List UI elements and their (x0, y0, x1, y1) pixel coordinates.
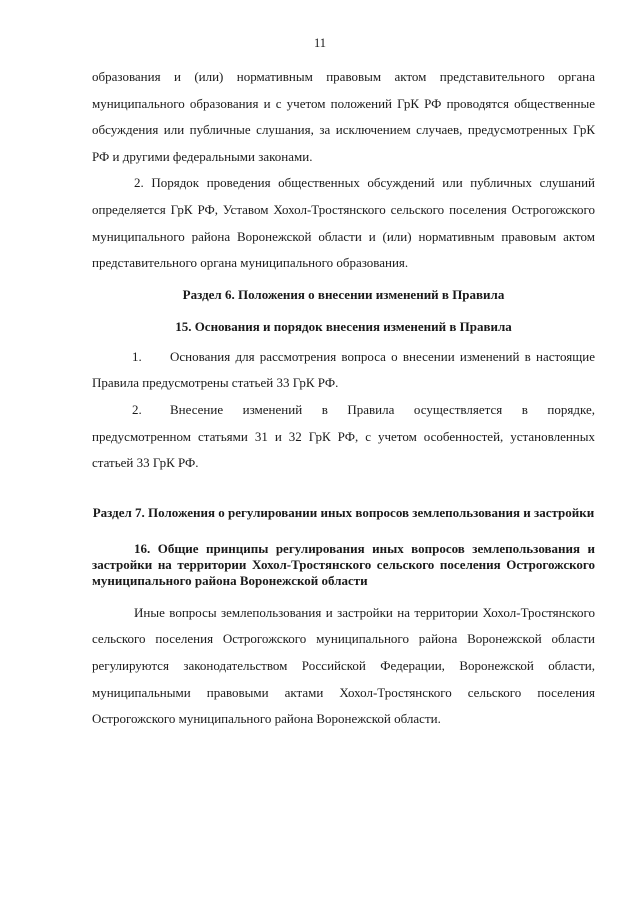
paragraph-continuation: образования и (или) нормативным правовым актом представительного органа муниципального образования и с учетом положений ГрК РФ проводятся общественные обсуждения или публичные слушания, за исключением случаев, предусмотренных ГрК РФ и другими федеральными законами. (92, 69, 595, 164)
item-number: 2. (132, 401, 142, 417)
item-number: 1. (132, 348, 142, 364)
item-text: Внесение изменений в Правила осуществляется в порядке, предусмотренном статьями 31 и 32 ГрК РФ, с учетом особенностей, установленных статьей 33 ГрК РФ. (92, 401, 595, 471)
article-16-paragraph: Иные вопросы землепользования и застройки на территории Хохол-Тростянского сельского поселения Острогожского муниципального района Воронежской области регулируются законодательством Российской Федерации, Воронежской области, муниципальными правовыми актами Хохол-Тростянского сельского поселения Острогожского муниципального района Воронежской области. (92, 604, 595, 727)
section-6-heading: Раздел 6. Положения о внесении изменений в Правила (182, 286, 505, 302)
article-15-item-2 (92, 397, 595, 477)
page-number: 11 (313, 36, 327, 50)
article-15-heading: 15. Основания и порядок внесения изменений в Правила (175, 318, 512, 334)
page-content (92, 64, 595, 733)
item-text: Основания для рассмотрения вопроса о внесении изменений в настоящие Правила предусмотрены статьей 33 ГрК РФ. (92, 348, 595, 391)
article-16-heading: 16. Общие принципы регулирования иных вопросов землепользования и застройки на территории Хохол-Тростянского сельского поселения Острогожского муниципального района Воронежской области (92, 540, 595, 588)
paragraph-procedure: 2. Порядок проведения общественных обсуждений или публичных слушаний определяется ГрК РФ, Уставом Хохол-Тростянского сельского поселения Острогожского муниципального района Воронежской области и (или) нормативным правовым актом представительного органа муниципального образования. (92, 175, 595, 271)
article-15-item-1 (92, 344, 595, 397)
section-7-heading: Раздел 7. Положения о регулировании иных вопросов землепользования и застройки (92, 504, 595, 520)
